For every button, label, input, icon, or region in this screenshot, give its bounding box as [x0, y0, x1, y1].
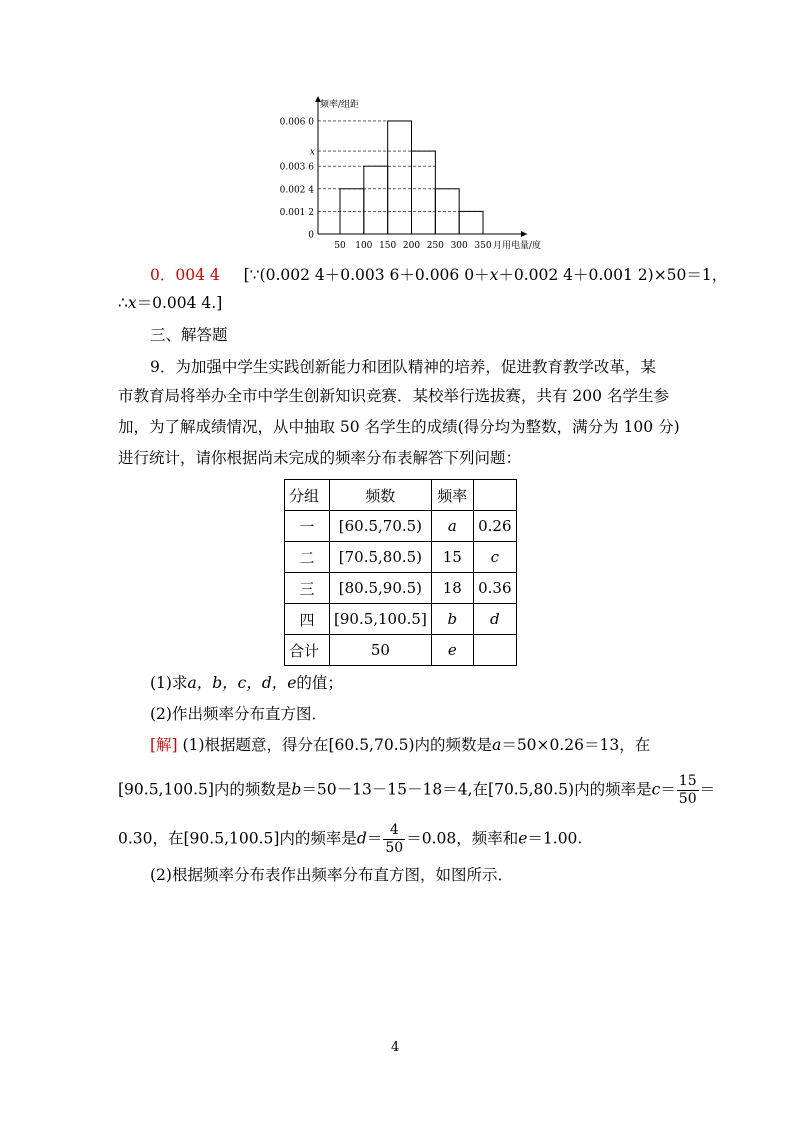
- cell-blank: [473, 635, 516, 666]
- cell-count: a: [431, 511, 473, 542]
- x-tick-label: 250: [426, 241, 444, 251]
- page-number: 4: [391, 1040, 400, 1055]
- answer-line: [150, 264, 727, 286]
- x-tick-label: 350: [474, 241, 492, 251]
- cell-interval: [60.5,70.5): [330, 511, 432, 542]
- cell-total-label: 合计: [285, 635, 330, 666]
- x-tick-label: 300: [450, 241, 468, 251]
- histogram-bar: [459, 211, 483, 234]
- cell-interval: [80.5,90.5): [330, 573, 432, 604]
- table-row: [285, 511, 517, 542]
- solution-line-1: [150, 734, 650, 756]
- header-count: 频数: [330, 480, 432, 511]
- conclusion-value: ＝0.004 4.]: [136, 294, 223, 312]
- solution-line-2: [118, 773, 715, 808]
- header-blank: [473, 480, 516, 511]
- solution-line-4: (2)根据频率分布表作出频率分布直方图，如图所示．: [150, 866, 513, 884]
- problem-line-4: 进行统计，请你根据尚未完成的频率分布表解答下列问题：: [118, 449, 522, 467]
- table-row: [285, 573, 517, 604]
- cell-count: 15: [431, 542, 473, 573]
- var-c: c: [651, 780, 661, 799]
- cell-group: 三: [285, 573, 330, 604]
- fraction-15-50: [677, 773, 699, 808]
- cell-group: 二: [285, 542, 330, 573]
- solution-text: ＝50－13－15－18＝4,在[70.5,80.5)内的频率是: [301, 780, 652, 799]
- y-tick-label: 0.002 4: [279, 185, 314, 196]
- solution-line-3: [118, 822, 582, 857]
- cell-count: b: [431, 604, 473, 635]
- cell-interval: [70.5,80.5): [330, 542, 432, 573]
- solution-text: ＝0.08，频率和: [406, 829, 519, 848]
- section-title: 三、解答题: [150, 326, 228, 344]
- solution-text: [90.5,100.5]内的频数是: [118, 780, 292, 799]
- cell-group: 一: [285, 511, 330, 542]
- problem-line-1: 9．为加强中学生实践创新能力和团队精神的培养，促进教育教学改革，某: [150, 358, 656, 376]
- x-tick-label: 100: [355, 241, 373, 251]
- solution-text: 0.30，在[90.5,100.5]内的频率是: [118, 829, 357, 848]
- q1-prefix: (1)求: [150, 674, 188, 692]
- solution-tag: [解]: [150, 736, 178, 754]
- cell-frequency: d: [473, 604, 516, 635]
- cell-frequency: 0.36: [473, 573, 516, 604]
- fraction-denominator: 50: [678, 791, 697, 807]
- y-tick-label: 0.001 2: [279, 207, 314, 218]
- y-tick-label: 0.006 0: [279, 117, 314, 128]
- var-a: a: [492, 736, 502, 754]
- histogram-bar: [388, 121, 412, 234]
- fraction-4-50: [383, 822, 405, 857]
- fraction-numerator: 15: [678, 773, 697, 789]
- question-2: (2)作出频率分布直方图．: [150, 705, 327, 723]
- solution-text: ＝1.00.: [527, 829, 583, 848]
- table-row: [285, 635, 517, 666]
- q1-variables: a，b，c，d，e: [187, 674, 297, 692]
- y-axis-label: 频率/组距: [320, 100, 360, 110]
- cell-frequency: 0.26: [473, 511, 516, 542]
- solution-text: ＝50×0.26＝13，在: [501, 736, 651, 754]
- solution-text: (1)根据题意，得分在[60.5,70.5)内的频数是: [182, 736, 493, 754]
- cell-total-count: 50: [330, 635, 432, 666]
- therefore-symbol: ∴: [118, 294, 128, 312]
- histogram-bar: [364, 166, 388, 234]
- answer-value: 0．004 4: [150, 266, 220, 284]
- equals-sign: ＝: [699, 780, 716, 799]
- fraction-denominator: 50: [385, 840, 404, 856]
- histogram-bar: [412, 151, 436, 234]
- conclusion-var-x: x: [127, 294, 137, 312]
- y-tick-label: x: [309, 147, 315, 158]
- q1-suffix: 的值；: [296, 674, 343, 692]
- header-group: 分组: [285, 480, 330, 511]
- x-tick-label: 200: [402, 241, 421, 251]
- x-tick-label: 50: [334, 241, 346, 251]
- table-row: [285, 604, 517, 635]
- var-b: b: [291, 780, 302, 799]
- table-header-row: [285, 480, 517, 511]
- question-1: [150, 672, 343, 694]
- equals-sign: ＝: [660, 780, 676, 799]
- var-d: d: [356, 829, 367, 848]
- table-row: [285, 542, 517, 573]
- problem-line-2: 市教育局将举办全市中学生创新知识竞赛．某校举行选拔赛，共有 200 名学生参: [118, 387, 669, 405]
- header-frequency: 频率: [431, 480, 473, 511]
- x-axis-arrow-icon: [521, 231, 527, 237]
- problem-line-3: 加，为了解成绩情况，从中抽取 50 名学生的成绩(得分均为整数，满分为 100 分): [118, 418, 680, 436]
- cell-frequency: c: [473, 542, 516, 573]
- y-tick-label: 0.003 6: [279, 162, 314, 173]
- x-tick-label: 150: [379, 241, 397, 251]
- answer-explanation-mid: ＋0.002 4＋0.001 2)×50＝1，: [498, 266, 728, 284]
- y-tick-label: 0: [308, 230, 314, 241]
- answer-var-x: x: [489, 266, 499, 284]
- answer-explanation-open: [∵(0.002 4＋0.003 6＋0.006 0＋: [243, 266, 490, 284]
- fraction-numerator: 4: [383, 822, 405, 840]
- cell-group: 四: [285, 604, 330, 635]
- var-e: e: [518, 829, 528, 848]
- x-axis-label: 月用电量/度: [493, 241, 542, 251]
- frequency-table: [284, 479, 517, 666]
- cell-total-frequency: e: [431, 635, 473, 666]
- cell-interval: [90.5,100.5]: [330, 604, 432, 635]
- answer-conclusion: [118, 292, 222, 314]
- equals-sign: ＝: [366, 829, 383, 848]
- frequency-histogram: [270, 92, 570, 252]
- cell-count: 18: [431, 573, 473, 604]
